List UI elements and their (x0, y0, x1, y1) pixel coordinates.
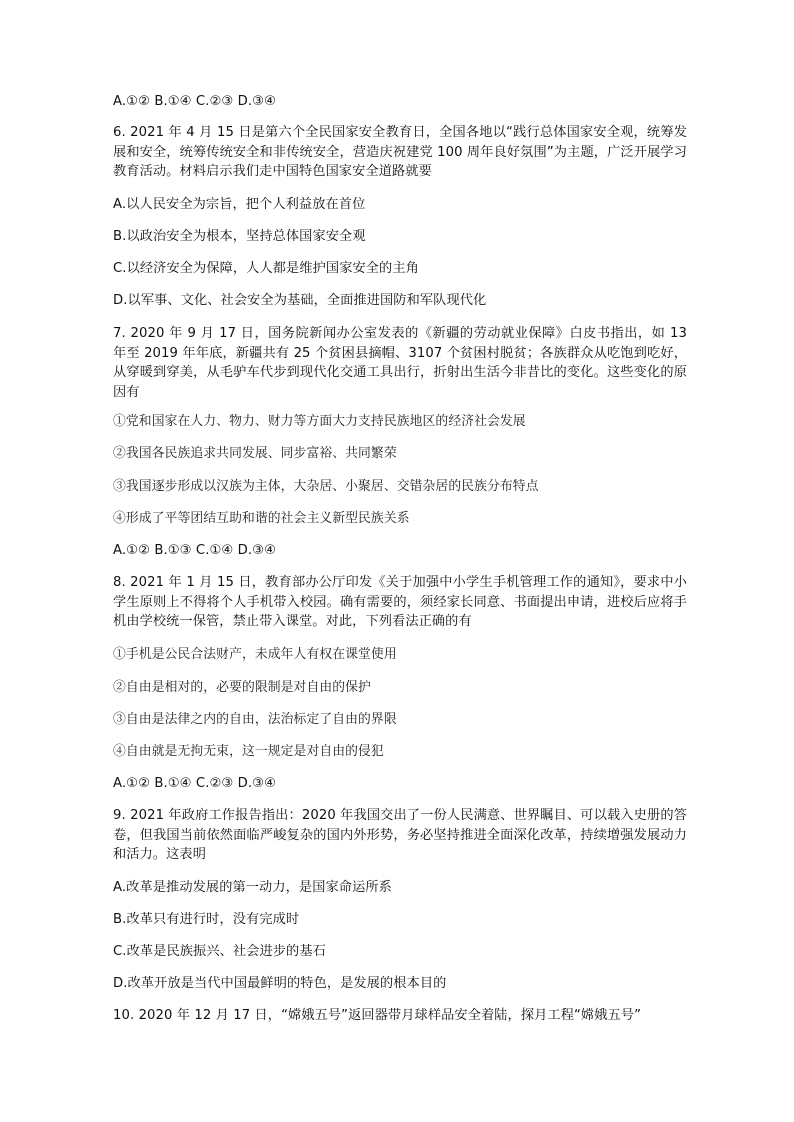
q7-statement-4: ④形成了平等团结互助和谐的社会主义新型民族关系 (113, 511, 410, 526)
q6-option-b: B.以政治安全为根本，坚持总体国家安全观 (113, 229, 366, 244)
q6-stem: 6. 2021 年 4 月 15 日是第六个全民国家安全教育日，全国各地以“践行总体国家安全观，统筹发展和安全，统筹传统安全和非传统安全，营造庆祝建党 100 周年良好氛围”为主题，广泛开展学习教育活动。材料启示我们走中国特色国家安全道路就要 (113, 125, 687, 179)
q8-statement-4: ④自由就是无拘无束，这一规定是对自由的侵犯 (113, 744, 384, 759)
q5-answer-choices: A.①② B.①④ C.②③ D.③④ (113, 94, 277, 109)
q6-option-d: D.以军事、文化、社会安全为基础，全面推进国防和军队现代化 (113, 293, 487, 308)
q9-option-b: B.改革只有进行时，没有完成时 (113, 912, 300, 927)
q6-option-c: C.以经济安全为保障，人人都是维护国家安全的主角 (113, 261, 419, 276)
q9-option-c: C.改革是民族振兴、社会进步的基石 (113, 944, 326, 959)
q7-answer-choices: A.①② B.①③ C.①④ D.③④ (113, 543, 277, 558)
q8-statement-2: ②自由是相对的，必要的限制是对自由的保护 (113, 680, 371, 695)
q7-statement-1: ①党和国家在人力、物力、财力等方面大力支持民族地区的经济社会发展 (113, 414, 526, 429)
q9-option-a: A.改革是推动发展的第一动力，是国家命运所系 (113, 880, 392, 895)
q7-statement-3: ③我国逐步形成以汉族为主体，大杂居、小聚居、交错杂居的民族分布特点 (113, 479, 539, 494)
q7-statement-2: ②我国各民族追求共同发展、同步富裕、共同繁荣 (113, 446, 397, 461)
q8-statement-3: ③自由是法律之内的自由，法治标定了自由的界限 (113, 712, 397, 727)
q8-answer-choices: A.①② B.①④ C.②③ D.③④ (113, 776, 277, 791)
q8-stem: 8. 2021 年 1 月 15 日，教育部办公厅印发《关于加强中小学生手机管理工作的通知》，要求中小学生原则上不得将个人手机带入校园。确有需要的，须经家长同意、书面提出申请，进校后应将手机由学校统一保管，禁止带入课堂。对此，下列看法正确的有 (113, 575, 687, 629)
q9-stem: 9. 2021 年政府工作报告指出：2020 年我国交出了一份人民满意、世界瞩目、可以载入史册的答卷，但我国当前依然面临严峻复杂的国内外形势，务必坚持推进全面深化改革，持续增强发展动力和活力。这表明 (113, 808, 687, 862)
q9-option-d: D.改革开放是当代中国最鲜明的特色，是发展的根本目的 (113, 976, 447, 991)
q8-statement-1: ①手机是公民合法财产，未成年人有权在课堂使用 (113, 647, 397, 662)
q6-option-a: A.以人民安全为宗旨，把个人利益放在首位 (113, 197, 366, 212)
q10-stem: 10. 2020 年 12 月 17 日，“嫦娥五号”返回器带月球样品安全着陆，探月工程“嫦娥五号” (113, 1008, 642, 1023)
q7-stem: 7. 2020 年 9 月 17 日，国务院新闻办公室发表的《新疆的劳动就业保障》白皮书指出，如 13 年至 2019 年年底，新疆共有 25 个贫困县摘帽、3107 个贫困村脱贫；各族群众从吃饱到吃好，从穿暖到穿美，从毛驴车代步到现代化交通工具出行，折射出生活今非昔比的变化。这些变化的原因有 (113, 326, 687, 400)
